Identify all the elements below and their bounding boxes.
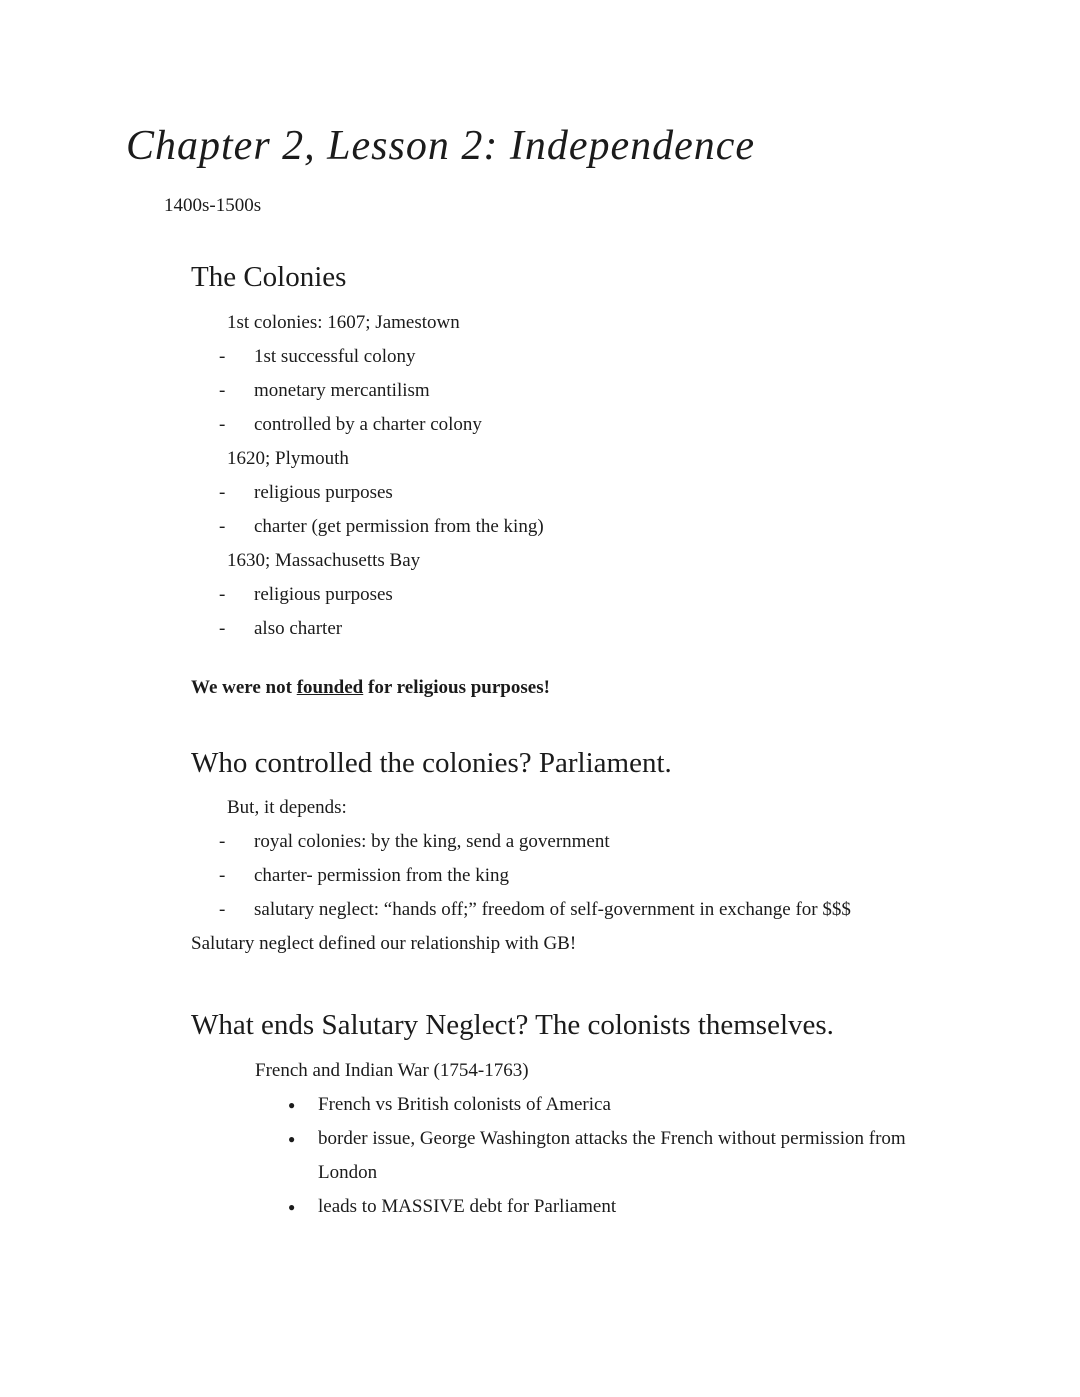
document-page [0, 120, 1080, 1397]
section-heading-who-controlled: Who controlled the colonies? Parliament. [191, 746, 672, 779]
list-item: - charter (get permission from the king) [0, 510, 1010, 544]
note-underlined-word: founded [296, 676, 364, 698]
list-item: - royal colonies: by the king, send a government [0, 825, 1010, 859]
war-bullet-list [0, 1088, 952, 1224]
war-intro-line: French and Indian War (1754-1763) [255, 1060, 529, 1082]
intro-line: But, it depends: [227, 797, 347, 819]
section-who-controlled [0, 745, 1080, 962]
list-item: - 1st successful colony [0, 340, 1010, 374]
section-heading-salutary-neglect: What ends Salutary Neglect? The colonists themselves. [191, 1009, 834, 1042]
list-item: - controlled by a charter colony [0, 408, 1010, 442]
list-item: - religious purposes [0, 578, 1010, 612]
list-item: ● French vs British colonists of America [0, 1088, 952, 1122]
list-item: 1st colonies: 1607; Jamestown [227, 311, 460, 333]
list-item: 1620; Plymouth [227, 447, 349, 469]
section-the-colonies [0, 259, 1080, 646]
emphasis-note [191, 676, 1080, 701]
list-item: - salutary neglect: “hands off;” freedom of self-government in exchange for $$$ [0, 893, 1010, 927]
document-title: Chapter 2, Lesson 2: Independence [126, 123, 756, 169]
list-item: ● border issue, George Washington attacks the French without permission from London [0, 1122, 952, 1190]
note-text-pre: We were not [191, 676, 297, 698]
list-item: - also charter [0, 612, 1010, 646]
list-item: ● leads to MASSIVE debt for Parliament [0, 1190, 952, 1224]
list-item: - charter- permission from the king [0, 859, 1010, 893]
list-item: - religious purposes [0, 476, 1010, 510]
list-item: - monetary mercantilism [0, 374, 1010, 408]
colonies-list [0, 306, 1010, 646]
note-text-post: for religious purposes! [363, 676, 550, 698]
parliament-list [0, 825, 1010, 927]
section-heading-the-colonies: The Colonies [191, 261, 347, 294]
date-range-subtitle: 1400s-1500s [164, 194, 262, 216]
list-item: 1630; Massachusetts Bay [227, 549, 421, 571]
closing-line: Salutary neglect defined our relationship with GB! [191, 933, 577, 955]
section-salutary-neglect [0, 1007, 1080, 1224]
